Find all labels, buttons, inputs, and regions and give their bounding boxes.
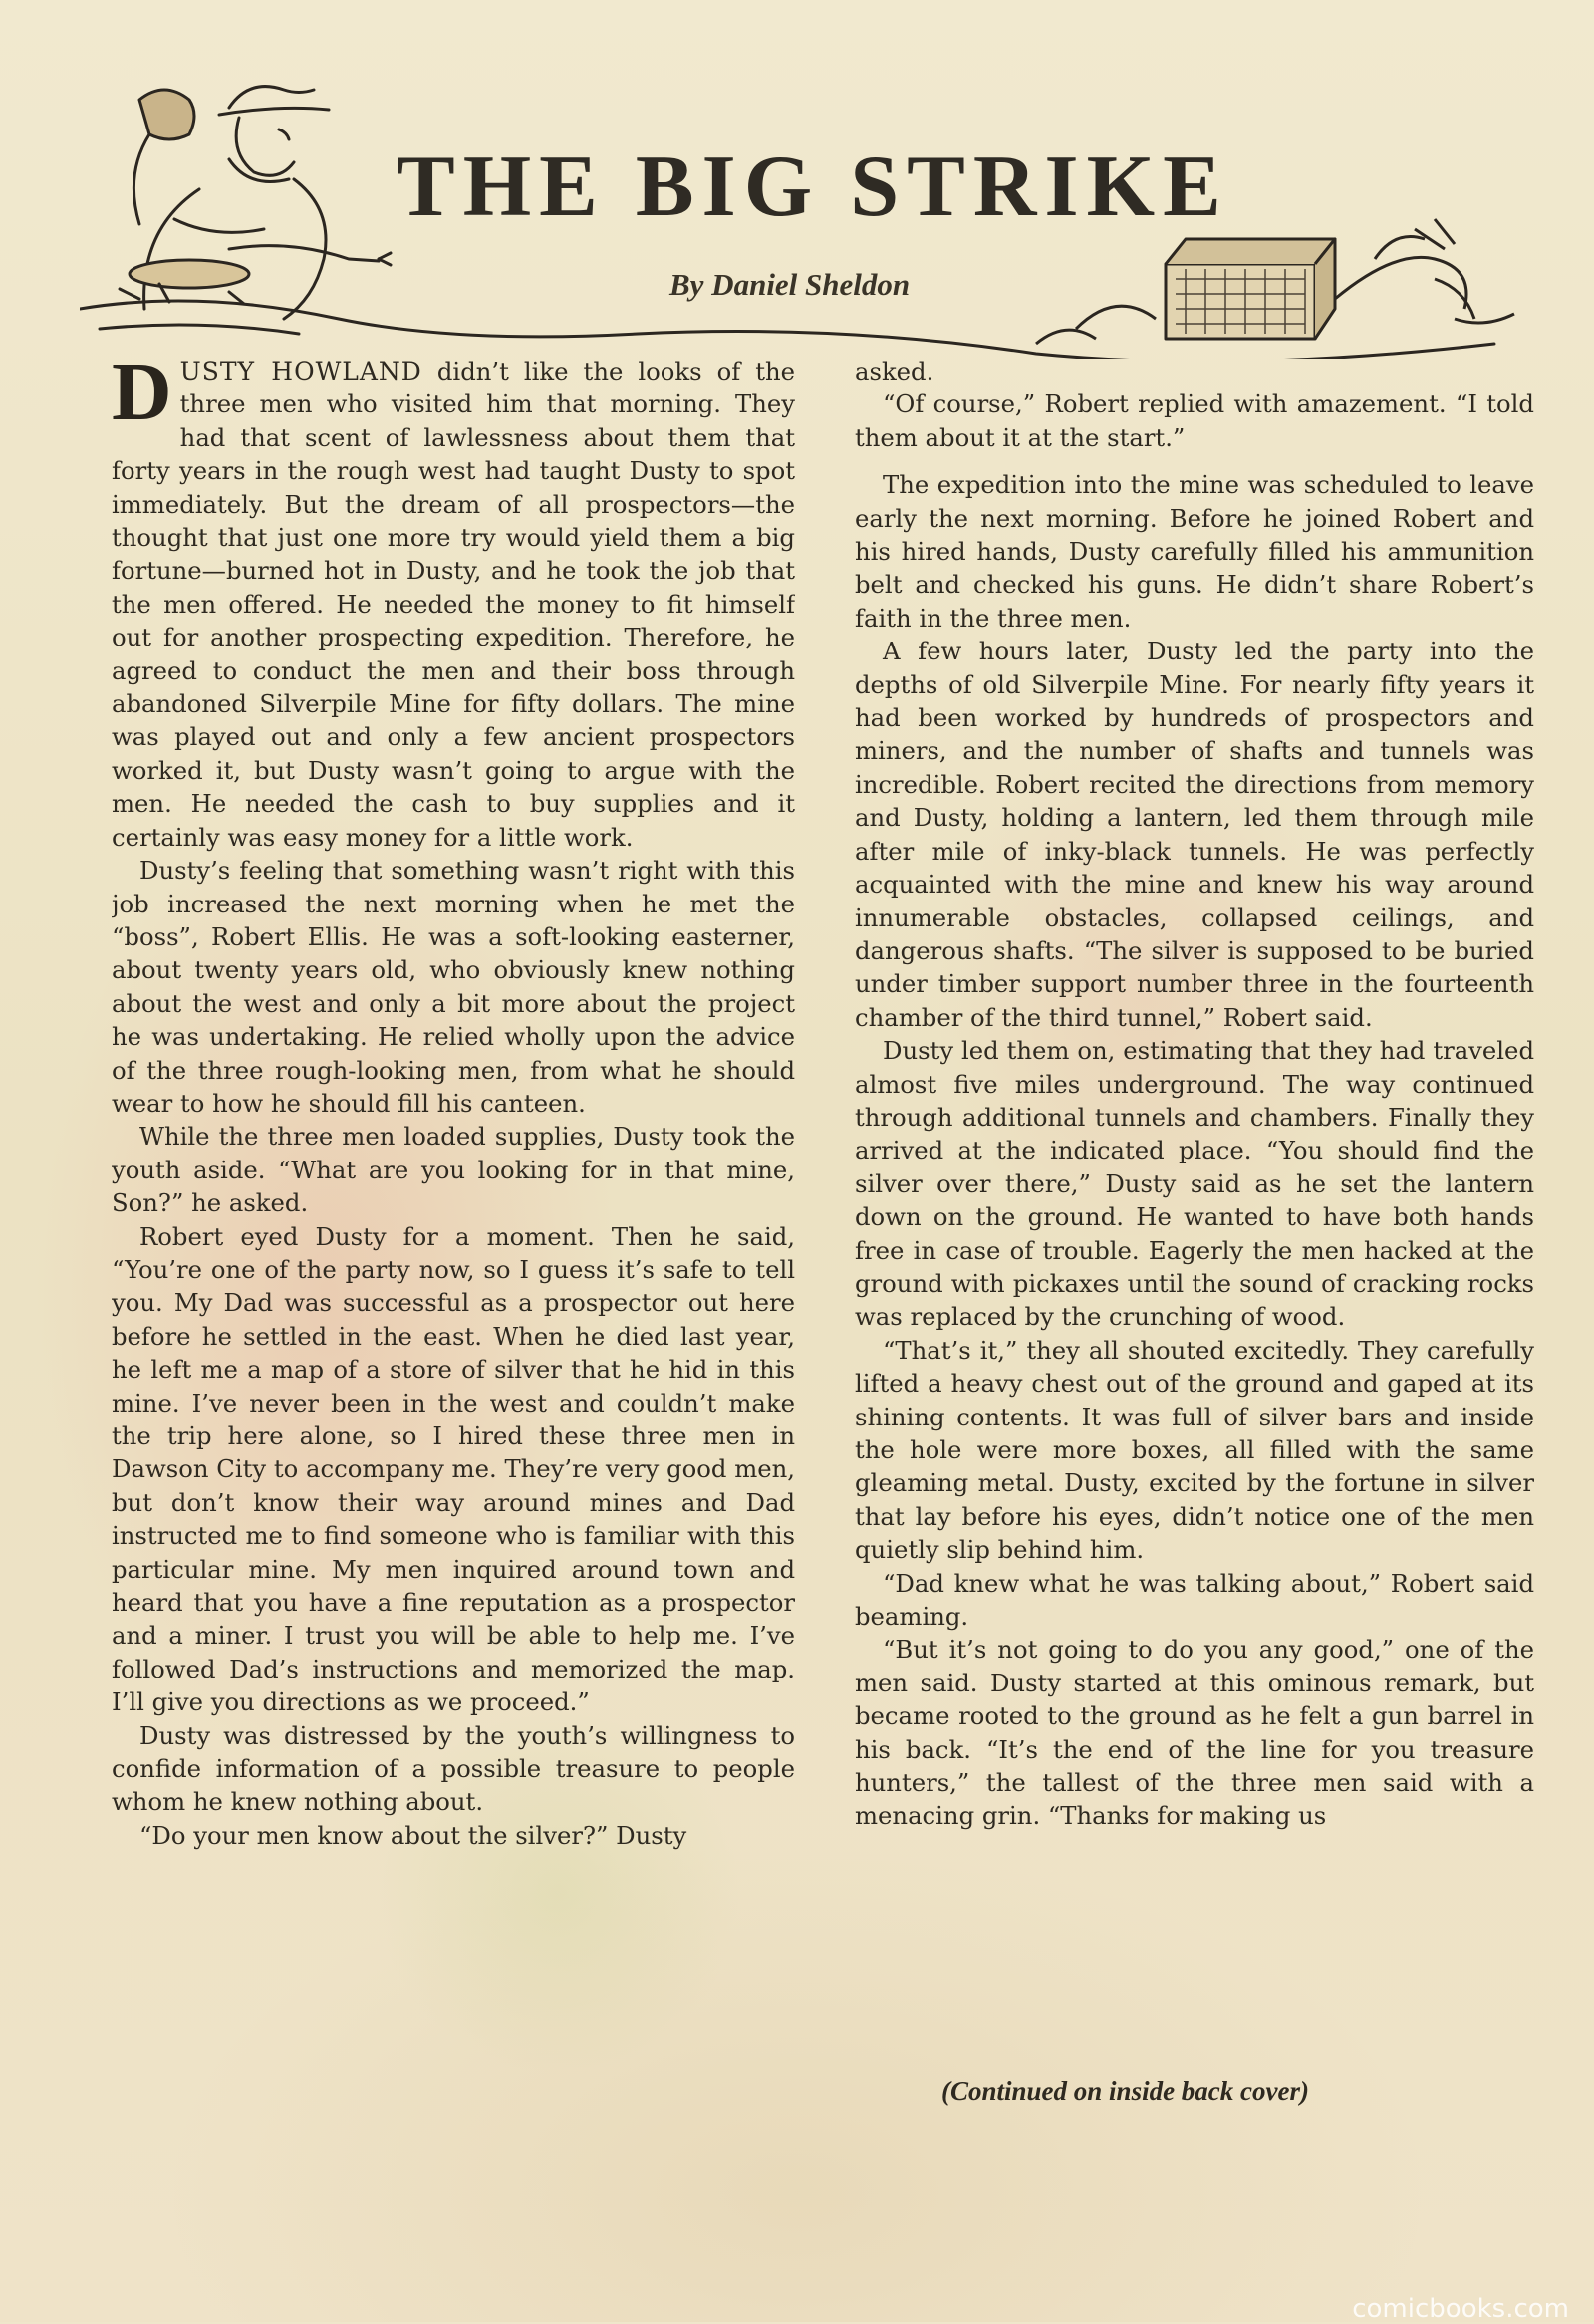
drop-cap: D: [112, 355, 172, 438]
right-column: [855, 355, 1534, 2118]
continued-note: (Continued on inside back cover): [941, 2076, 1309, 2106]
paragraph: Dusty was distressed by the youth’s willingness to confide information of a possible treasure to people whom he knew nothing about.: [112, 1720, 795, 1817]
left-column: [112, 355, 795, 2118]
byline: By Daniel Sheldon: [669, 267, 911, 302]
paragraph: [112, 355, 795, 854]
paragraph: asked.: [855, 357, 934, 386]
paragraph: Dusty’s feeling that something wasn’t right with this job increased the next morning when he met the “boss”, Robert Ellis. He was a soft-looking easterner, about twenty years old, who obviously knew nothing about the west and only a bit more about the project he was undertaking. He relied wholly upon the advice of the three rough-looking men, from what he should wear to how he should fill his canteen.: [112, 856, 795, 1118]
paragraph: While the three men loaded supplies, Dusty took the youth aside. “What are you looking for in that mine, Son?” he asked.: [112, 1122, 795, 1218]
lead-smallcaps: USTY HOWLAND: [179, 357, 422, 386]
paragraph: “That’s it,” they all shouted excitedly. They carefully lifted a heavy chest out of the ground and gaped at its shining contents. It was full of silver bars and inside the hole were more boxes, all filled with the same gleaming metal. Dusty, excited by the fortune in silver that lay before his eyes, didn’t notice one of the men quietly slip behind him.: [855, 1335, 1534, 1565]
paragraph-text: didn’t like the looks of the three men who visited him that morning. They had that scent of lawlessness about them that forty years in the rough west had taught Dusty to spot immediately. But the dream of all prospectors—the thought that just one more try would yield them a big fortune—burned hot in Dusty, and he took the job that the men offered. He needed the money to fit himself out for another prospecting expedition. Therefore, he agreed to conduct the men and their boss through abandoned Silverpile Mine for fifty dollars. The mine was played out and only a few ancient prospectors worked it, but Dusty wasn’t going to argue with the men. He needed the cash to buy supplies and it certainly was easy money for a little work.: [112, 357, 795, 852]
paragraph: “But it’s not going to do you any good,” one of the men said. Dusty started at this ominous remark, but became rooted to the ground as he felt a gun barrel in his back. “It’s the end of the line for you treasure hunters,” the tallest of the three men said with a menacing grin. “Thanks for making us: [855, 1635, 1534, 1831]
paragraph: “Do your men know about the silver?” Dusty: [139, 1820, 687, 1850]
paragraph: The expedition into the mine was scheduled to leave early the next morning. Before he joined Robert and his hired hands, Dusty carefully filled his ammunition belt and checked his guns. He didn’t share Robert’s faith in the three men.: [855, 470, 1534, 633]
paragraph: Robert eyed Dusty for a moment. Then he said, “You’re one of the party now, so I guess it’s safe to tell you. My Dad was successful as a prospector out here before he settled in the east. When he died last year, he left me a map of a store of silver that he hid in this mine. I’ve never been in the west and couldn’t make the trip here alone, so I hired these three men in Dawson City to accompany me. They’re very good men, but don’t know their way around mines and Dad instructed me to find someone who is familiar with this particular mine. My men inquired around town and heard that you have a fine reputation as a prospector and a miner. I trust you will be able to help me. I’ve followed Dad’s instructions and memorized the map. I’ll give you directions as we proceed.”: [112, 1221, 795, 1717]
paragraph: “Dad knew what he was talking about,” Robert said beaming.: [855, 1568, 1534, 1632]
paragraph: Dusty led them on, estimating that they had traveled almost five miles underground. The way continued through additional tunnels and chambers. Finally they arrived at the indicated place. “You should find the silver over there,” Dusty said as he set the lantern down on the ground. He wanted to have both hands free in case of trouble. Eagerly the men hacked at the ground with pickaxes until the sound of cracking rocks was replaced by the crunching of wood.: [855, 1036, 1534, 1332]
article-title: THE BIG STRIKE: [397, 138, 1229, 235]
watermark: comicbooks.com: [1352, 2294, 1569, 2324]
paragraph: A few hours later, Dusty led the party into the depths of old Silverpile Mine. For nearly fifty years it had been worked by hundreds of prospectors and miners, and the number of shafts and tunnels was incredible. Robert recited the directions from memory and Dusty, holding a lantern, led them through mile after mile of inky-black tunnels. He was perfectly acquainted with the mine and knew his way around innumerable obstacles, collapsed ceilings, and dangerous shafts. “The silver is supposed to be buried under timber support number three in the fourteenth chamber of the third tunnel,” Robert said.: [855, 637, 1534, 1032]
paragraph: “Of course,” Robert replied with amazement. “I told them about it at the start.”: [855, 389, 1534, 452]
